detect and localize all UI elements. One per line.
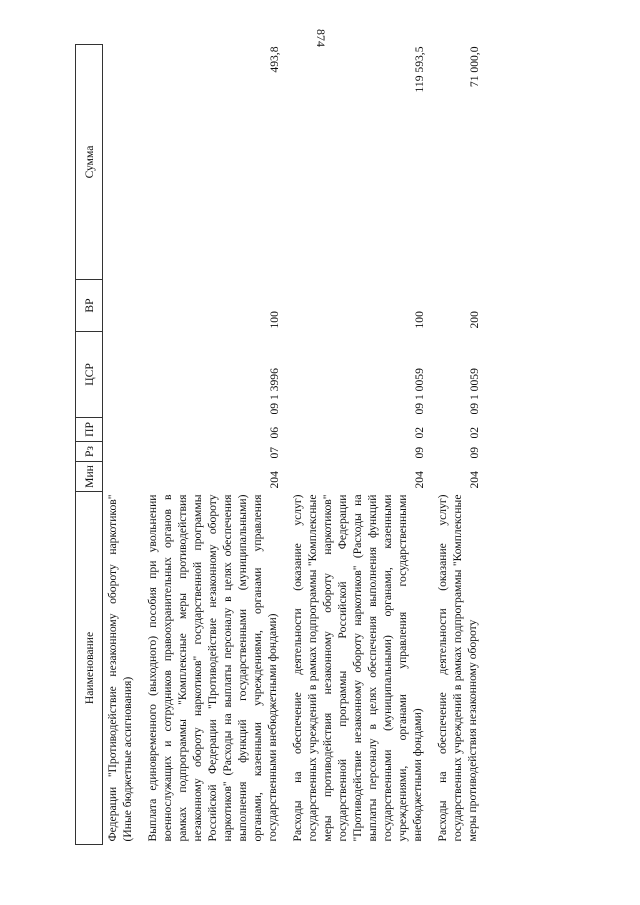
table-row [103,45,146,845]
header-csr: ЦСР [76,332,103,418]
table-header-row [76,45,103,845]
row-min: 204 [268,471,281,489]
row-vr: 100 [268,311,281,329]
table-row [435,45,490,845]
budget-table [75,44,490,845]
row-rz: 07 [268,446,281,459]
row-pr: 06 [268,426,281,439]
row-name: Выплата единовременного (выходного) пособия при увольнении военнослужащих и сотрудников правоохранительных органов в рамках подпрограммы "Комплексные меры противодействия незаконному обороту наркотиков" государственной программы Российской Федерации "Противодействие незаконному обороту наркотиков" (Расходы на выплаты персоналу в целях обеспечения выполнения функций государственными (муниципальными) органами, казенными учреждениями, органами управления государственными внебюджетными фондами) [146,494,279,842]
row-sum [103,45,146,280]
row-csr: 09 1 0059 [413,368,426,415]
header-sum: Сумма [76,45,103,280]
row-name: Расходы на обеспечение деятельности (оказание услуг) государственных учреждений в рамках подпрограммы "Комплексные меры противодействия незаконному обороту наркотиков" государственной программы Российской Федерации "Противодействие незаконному обороту наркотиков" (Расходы на выплаты персоналу в целях обеспечения выполнения функций государственными (муниципальными) органами, казенными учреждениями, органами управления государственными внебюджетными фондами) [291,494,424,842]
header-min: Мин [76,462,103,492]
header-rz: Рз [76,442,103,462]
row-pr: 02 [413,426,426,439]
header-name: Наименование [76,492,103,845]
row-sum: 71 000,0 [468,46,481,88]
row-min: 204 [413,471,426,489]
row-rz: 09 [413,446,426,459]
header-pr: ПР [76,418,103,442]
row-sum: 119 593,5 [413,46,426,93]
budget-table-page [75,45,620,845]
row-vr: 200 [468,311,481,329]
row-pr: 02 [468,426,481,439]
row-name: Расходы на обеспечение деятельности (оказание услуг) государственных учреждений в рамках подпрограммы "Комплексные меры противодействия незаконному обороту [436,494,479,842]
row-csr: 09 1 3996 [268,368,281,415]
row-min [103,462,146,492]
row-name: Федерации "Противодействие незаконному обороту наркотиков" (Иные бюджетные ассигнования) [106,494,134,842]
row-csr: 09 1 0059 [468,368,481,415]
table-row [290,45,435,845]
row-sum: 493,8 [268,46,281,73]
row-pr [103,418,146,442]
row-vr: 100 [413,311,426,329]
page-number: 874 [314,29,328,47]
row-rz: 09 [468,446,481,459]
table-row [145,45,290,845]
row-vr [103,280,146,332]
row-csr [103,332,146,418]
row-rz [103,442,146,462]
row-min: 204 [468,471,481,489]
header-vr: ВР [76,280,103,332]
